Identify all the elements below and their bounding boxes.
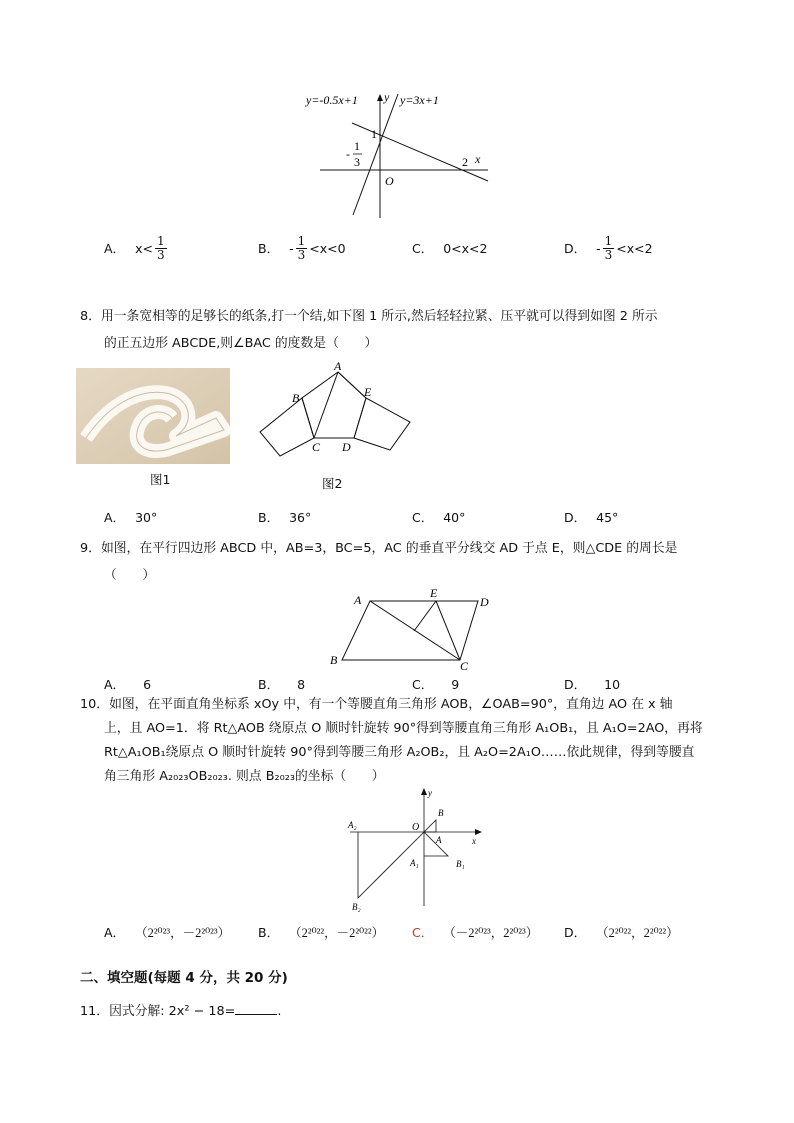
q8-fig1-photo	[76, 368, 230, 464]
q8-option-c[interactable]: C． 40°	[412, 509, 466, 525]
q10-label-a1: A₁	[410, 858, 419, 868]
q10-line1: 10．如图，在平面直角坐标系 xOy 中，有一个等腰直角三角形 AOB，∠OAB=90°，直角边 AO 在 x 轴	[80, 697, 673, 712]
q7-origin-label: O	[385, 174, 394, 188]
q9-label-a: A	[354, 593, 362, 607]
q8-fig2-label-b: B	[292, 391, 300, 405]
q10-option-c[interactable]: C． （－2²⁰²³，2²⁰²³）	[412, 925, 539, 940]
q10-stem	[80, 693, 730, 789]
q8-fig2-label-a: A	[334, 360, 342, 373]
q10-label-o: O	[412, 822, 420, 833]
q9-label-d: D	[480, 595, 489, 609]
q9-option-c[interactable]: C． 9	[412, 676, 460, 692]
q8-fig2-label-e: E	[364, 385, 372, 399]
q8-fig2-caption: 图2	[322, 476, 343, 491]
q10-label-x: x	[472, 836, 476, 846]
q7-option-c[interactable]: C． 0<x<2	[412, 240, 488, 256]
q10-label-b2: B₂	[352, 902, 361, 912]
q10-figure	[340, 786, 490, 912]
q8-options	[104, 503, 744, 531]
q9-figure	[326, 586, 496, 672]
q9-stem	[80, 535, 730, 589]
q7-y-axis-label: y	[384, 90, 390, 104]
q10-label-a: A	[436, 835, 442, 845]
q7-line2-label: y=3x+1	[400, 93, 439, 107]
q7-x-intercept-label: 2	[462, 155, 468, 169]
q7-neg-third-num: 1	[354, 139, 360, 153]
q8-option-a[interactable]: A． 30°	[104, 509, 158, 525]
q8-line2: 的正五边形 ABCDE,则∠BAC 的度数是（ ）	[104, 336, 378, 351]
q11-stem	[80, 998, 730, 1025]
q7-x-axis-label: x	[475, 152, 481, 166]
q10-line2: 上，且 AO=1．将 Rt△AOB 绕原点 O 顺时针旋转 90°得到等腰直角三角形 A₁OB₁，且 A₁O=2AO，再将	[104, 721, 703, 736]
q10-options	[104, 918, 744, 946]
q10-option-d[interactable]: D． （2²⁰²²，2²⁰²²）	[564, 925, 679, 940]
q10-line4: 角三角形 A₂₀₂₃OB₂₀₂₃. 则点 B₂₀₂₃的坐标（ ）	[104, 769, 385, 784]
q7-option-b[interactable]: B． - $\frac{1}{3}$ <x<0	[258, 233, 346, 262]
q9-label-c: C	[460, 659, 469, 672]
q10-line3: Rt△A₁OB₁绕原点 O 顺时针旋转 90°得到等腰三角形 A₂OB₂，且 A₂O=2A₁O……依此规律，得到等腰直	[104, 745, 695, 760]
q8-fig2-label-d: D	[342, 440, 351, 454]
q7-neg-sign: -	[346, 147, 350, 161]
q7-options	[104, 234, 744, 262]
q8-line1: 8．用一条宽相等的足够长的纸条,打一个结,如下图 1 所示,然后轻轻拉紧、压平就可以得到如图 2 所示	[80, 309, 658, 324]
q10-label-a2: A₂	[348, 820, 357, 830]
q8-option-d[interactable]: D． 45°	[564, 509, 619, 525]
q9-label-e: E	[430, 586, 438, 600]
q8-stem	[80, 303, 730, 357]
q11-answer-blank[interactable]	[235, 1000, 277, 1015]
q8-fig1-caption: 图1	[150, 472, 171, 487]
q9-line1: 9．如图，在平行四边形 ABCD 中，AB=3，BC=5，AC 的垂直平分线交 AD 于点 E，则△CDE 的周长是	[80, 541, 678, 556]
q8-option-b[interactable]: B． 36°	[258, 509, 312, 525]
q10-option-b[interactable]: B． （2²⁰²²，－2²⁰²²）	[258, 925, 385, 940]
q9-label-b: B	[330, 653, 338, 667]
q10-label-b1: B₁	[456, 859, 465, 869]
q10-label-b: B	[438, 808, 444, 818]
q7-option-d[interactable]: D． - $\frac{1}{3}$ <x<2	[564, 233, 653, 262]
q10-label-y: y	[428, 788, 432, 798]
q7-neg-third-den: 3	[354, 155, 360, 169]
q11-suffix: .	[277, 1004, 282, 1019]
section-fill-in-title: 二、填空题(每题 4 分，共 20 分)	[80, 970, 288, 986]
q7-line1-label: y=-0.5x+1	[306, 93, 358, 107]
q9-line2: （ ）	[104, 568, 156, 583]
q8-fig2-label-c: C	[312, 440, 321, 454]
q9-option-b[interactable]: B． 8	[258, 676, 306, 692]
q7-option-a[interactable]: A． x< $\frac{1}{3}$	[104, 233, 165, 262]
q9-option-a[interactable]: A． 6	[104, 676, 152, 692]
q7-graph	[300, 88, 500, 223]
q10-option-a[interactable]: A． （2²⁰²³，－2²⁰²³）	[104, 925, 231, 940]
q9-option-d[interactable]: D． 10	[564, 676, 621, 692]
q8-fig2	[254, 360, 419, 460]
q7-y-intercept-label: 1	[371, 127, 377, 141]
q11-prefix: 11．因式分解: 2x² − 18=	[80, 1004, 236, 1019]
